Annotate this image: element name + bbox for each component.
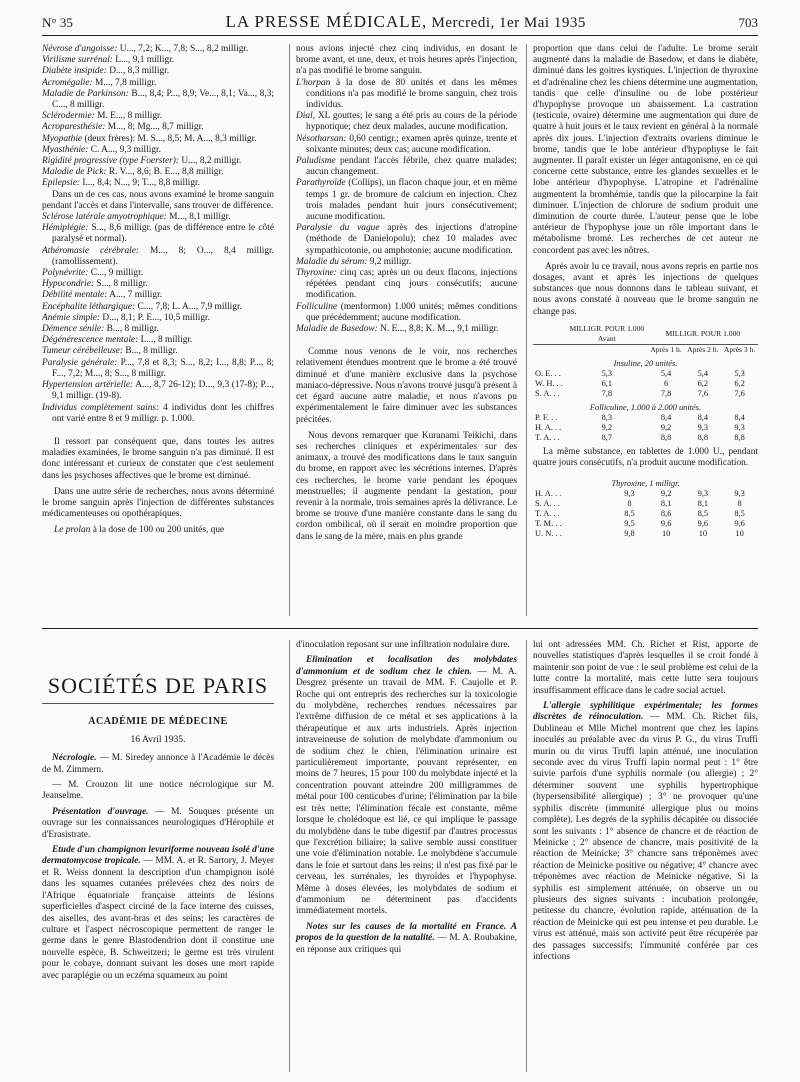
entry-value: (deux frères): M. S..., 8,5; M. A..., 8,3 milligr. <box>82 133 257 144</box>
entry-value: C. A..., 9,3 milligr. <box>88 144 162 155</box>
entry-value: U..., 7,2; K..., 7,8; S..., 8,2 milligr. <box>117 44 249 54</box>
journal-name: LA PRESSE MÉDICALE, <box>225 12 428 31</box>
list-entry <box>42 122 274 133</box>
list-entry <box>42 145 274 156</box>
entry-term: Acromégalie: <box>42 77 93 88</box>
paragraph: proportion que dans celui de l'adulte. Le brome serait augmenté dans la maladie de Basedow, et dans le diabète, diminué dans les goitres kystiques. L'injection de thyroxine et d'adrénaline chez les chiens détermine une augmentation, tandis que celle d'insuline ou de lobe postérieur d'hypophyse provoque un abaissement. La castration (testicule, ovaire) détermine une augmentation qui dure de quatre à huit jours et le taux revient en général à la normale après dix jours. L'injection d'extraits ovariens diminue le brome, tandis que le lobe antérieur d'hypophyse le fait augmenter. Il paraît exister un léger antagonisme, en ce qui concerne cette substance, entre les glandes sexuelles et le lobe antérieur d'hypophyse. L'atropine et l'adrénaline augmentent la bromhémie, tandis que la pilocarpine la fait diminuer. L'injection de chlorure de sodium produit une diminution de courte durée. L'auteur pense que le lobe antérieur de l'hypophyse joue un rôle important dans le métabolisme bromé. Les recherches de cet auteur ne concordent pas avec les nôtres. <box>533 44 758 256</box>
entry-term: Maladie de Basedow: <box>296 324 378 335</box>
entry-value: M..., 7,8 milligr. <box>92 77 157 88</box>
list-entry <box>296 223 517 257</box>
table-subheader: Après 1 h. <box>648 344 685 355</box>
table-cell: 5,3 <box>734 368 745 378</box>
entry-term: Névrose d'angoisse: <box>42 44 118 54</box>
entry-term: Malodie de Pick: <box>42 167 107 178</box>
entry-term: Diabète insipide: <box>42 66 107 77</box>
entry-value: N. E..., 8,8; K. M..., 9,1 milligr. <box>377 324 499 335</box>
table-row <box>533 413 758 423</box>
table-cell: 9,8 <box>624 529 635 539</box>
page-number: 703 <box>738 15 758 30</box>
row-subject: T. A. . . <box>535 432 560 442</box>
report-entry <box>42 780 274 803</box>
entry-term: Hypocondrie: <box>42 279 95 290</box>
entry-term: Myasthénie: <box>42 144 89 155</box>
report-text: — M. Souques présente un ouvrage sur les connaissances neurologiques d'Hérophile et d'Erasistrate. <box>42 806 274 840</box>
table-cell: 9,3 <box>734 489 745 499</box>
report-text: — M. A. Desgrez présente un travail de MM. F. Caujolle et P. Roche qui ont entrepris des recherches sur la toxicologie du molybdène, recherches rendues nécessaires par l'extrême diffusion de ce métal et ses applications à la thérapeutique et aux arts industriels. Après injection intraveineuse de solution de molybdate d'ammonium ou de sodium chez le chien, l'élimination urinaire est particulièrement importante, pouvant représenter, en moins de 7 heures, 15 pour 100 du molybdate injecté et la concentration pouvant atteindre 200 milligrammes de métal pour 100 centicubes d'urine; l'élimination par la bile est très nette; l'élimination fécale est constante, même lorsque le cholédoque est lié, ce qui implique le passage du molybdène dans le tube digestif par d'autres processus que l'excrétion biliaire; la salive semble aussi constituer une voie d'élimination notable. Le molybdène s'accumule dans le foie et surtout dans les reins; il n'est pas fixé par le cerveau, les surrénales, les thyroïdes et l'hypophyse. Même à doses élevées, les molybdates de sodium et d'ammonium ne déterminent pas d'accidents immédiatement mortels. <box>296 666 517 917</box>
list-entry <box>296 257 517 268</box>
entry-value: S..., 8,6 milligr. (pas de différence entre le côté paralysé et normal). <box>52 223 274 245</box>
table-cell: 8,1 <box>697 499 709 509</box>
list-entry <box>42 178 274 189</box>
table-cell: 9,2 <box>601 422 613 432</box>
entry-term: Démence sénile: <box>42 324 105 335</box>
list-entry <box>42 66 274 77</box>
table-row <box>533 489 758 499</box>
note-paragraph: Dans un de ces cas, nous avons examiné le brome sanguin pendant l'accès et dans l'intervalle, sans trouver de différence. <box>42 189 274 211</box>
list-entry <box>42 89 274 111</box>
list-entry <box>42 268 274 279</box>
table-cell: 8,4 <box>697 412 709 422</box>
table-cell: 8,8 <box>734 432 745 442</box>
entry-value: A..., 7 milligr. <box>107 290 163 301</box>
masthead <box>226 12 586 32</box>
list-entry <box>296 78 517 112</box>
row-subject: T. A. . . <box>535 509 560 519</box>
entry-value: L..., 9,1 milligr. <box>112 55 175 66</box>
table-cell: 9,5 <box>624 519 635 529</box>
list-entry <box>42 302 274 313</box>
entry-value: pendant l'accès fébrile, chez quatre malades; aucun changement. <box>306 156 517 178</box>
entry-value: A..., 8,7 26-12); D..., 9,3 (17-8); P..., 9,1 milligr. (19-8). <box>52 380 274 402</box>
paragraph: Dans une autre série de recherches, nous avons déterminé le brome sanguin après l'injection de différentes substances médicamenteuses ou opothérapiques. <box>42 486 274 520</box>
table-group-title: Thyroxine, 1 milligr. <box>611 479 680 489</box>
entry-value: R. V..., 8,6; B. E..., 8,8 milligr. <box>106 167 224 178</box>
table-cell: 7,8 <box>660 388 672 398</box>
table-cell: 9,6 <box>697 519 709 529</box>
list-entry <box>42 279 274 290</box>
entry-term: Folliculine <box>296 301 338 312</box>
table-cell: 9,3 <box>697 422 709 432</box>
row-subject: O. E. . . <box>535 368 561 378</box>
entry-value: XL gouttes; le sang a été pris au cours de la période hypnotique; chez deux malades, aucune modification. <box>306 111 517 133</box>
table-subheader: Après 3 h. <box>721 344 758 355</box>
list-entry <box>296 302 517 324</box>
article-column-3 <box>526 44 758 616</box>
entry-value: M..., 8; Mg..., 8,7 milligr. <box>105 122 204 133</box>
paragraph: d'inoculation reposant sur une infiltration nodulaire dure. <box>296 640 510 650</box>
entry-value: B..., 8 milligr. <box>122 346 178 357</box>
entry-value: B..., 8,4; P..., 8,9; Ve..., 8,1; Va..., 8,3; C..., 8 milligr. <box>52 88 274 111</box>
entry-term: Myopathie <box>42 133 83 144</box>
societes-column-3 <box>526 640 758 1072</box>
entry-value: I..., 8,4; N..., 9; T..., 8,8 milligr. <box>80 178 200 189</box>
entry-term: Individus complètement sains: <box>42 402 160 413</box>
table-subheader: Après 2 h. <box>684 344 721 355</box>
entry-value: S..., 8 milligr. <box>94 279 148 290</box>
paragraph: Après avoir lu ce travail, nous avons repris en partie nos dosages, avant et après les injections de quelques substances que nous donnons dans le tableau suivant, et nous avons constaté à nouveau que le brome sanguin ne change pas. <box>533 261 758 317</box>
entry-term: Débilité mentale: <box>42 290 108 301</box>
report-entry <box>42 845 274 982</box>
table-cell: 9,6 <box>660 519 672 529</box>
table-cell: 8,5 <box>697 509 709 519</box>
row-subject: H. A. . . <box>535 422 562 432</box>
list-entry <box>42 358 274 380</box>
table-cell: 8,8 <box>660 432 672 442</box>
table-cell: 9,2 <box>660 422 672 432</box>
report-entry <box>42 753 274 776</box>
entry-value: cinq cas; après un ou deux flacons, injections répétées pendant cinq jours consécutifs; aucune modification. <box>306 268 517 301</box>
entry-value: L..., 8 milligr. <box>138 335 193 346</box>
paragraph: Comme nous venons de le voir, nos recherches relativement étendues montrent que le brome a été trouvé diminué et d'une manière exclusive dans la psychose maniaco-dépressive. Nous n'avons trouvé jusqu'à présent à cet égard aucune autre maladie, et nous n'avons pu expérimentalement le faire diminuer avec les substances précitées. <box>296 347 517 425</box>
row-subject: U. N. . . <box>535 529 562 539</box>
table-cell: 7,6 <box>697 388 709 398</box>
table-cell: 9,3 <box>624 489 635 499</box>
paragraph: Nous devons remarquer que Kuranami Teikichi, dans ses recherches cliniques et expérimentales sur des animaux, a trouvé des modifications dans le taux sanguin du brome, en rapport avec les sécrétions internes. D'après ces recherches, le brome varie pendant les époques menstruelles; il augmente pendant la gestation, pour revenir à la normale, trois semaines après la délivrance. Le brome se trouve d'une manière constante dans le sang du cordon ombilical, où il serait en moindre proportion que dans le sang de la mère, mais en plus grande <box>296 430 517 542</box>
table-header-before: MILLIGR. POUR 1.000 Avant <box>569 323 645 343</box>
table-row <box>533 499 758 509</box>
entry-term: Paralysie générale: <box>42 357 118 368</box>
entry-term: Parathyroïde <box>296 178 346 189</box>
paragraph: Il ressort par conséquent que, dans toutes les autres maladies examinées, le brome sanguin n'a pas diminué. Il est donc intéressant et curieux de constater que c'est seulement dans les psychoses affectives que le brome est diminué. <box>42 436 274 481</box>
table-cell: 8,5 <box>734 509 745 519</box>
disease-list-continued <box>42 212 274 425</box>
list-entry <box>42 212 274 223</box>
entry-value: (menformon) 1.000 unités; mêmes conditions que précédemment; aucune modification. <box>306 301 517 323</box>
table-cell: 10 <box>661 529 671 539</box>
table-row <box>533 433 758 443</box>
entry-term: Paludisme <box>296 156 336 167</box>
list-entry <box>42 290 274 301</box>
row-subject: S. A. . . <box>535 388 560 398</box>
table-cell: 5,4 <box>660 368 672 378</box>
article-column-1 <box>42 44 274 616</box>
entry-value: 9,2 milligr. <box>367 256 412 267</box>
table-cell: 8,7 <box>601 432 613 442</box>
report-heading: Notes sur les causes de la mortalité en France. A propos de la question de la natalité. <box>296 921 517 944</box>
section-divider <box>42 628 758 629</box>
table-cell: 8 <box>627 499 632 509</box>
entry-term: Maladie de Parkinson: <box>42 88 129 99</box>
table-cell: 5,3 <box>601 368 613 378</box>
list-entry <box>42 324 274 335</box>
list-entry <box>42 335 274 346</box>
table-row <box>533 509 758 519</box>
entry-value: M..., 8,1 milligr. <box>166 212 231 223</box>
entry-term: Nésotharsan: <box>296 133 347 144</box>
page-header <box>42 12 758 36</box>
thyroxine-table <box>533 475 758 539</box>
entry-term: Sclérose latérale amyotrophique: <box>42 212 167 223</box>
table-cell: 9,2 <box>660 489 672 499</box>
academy-heading: ACADÉMIE DE MÉDECINE <box>42 703 274 727</box>
report-text: — MM. Ch. Richet fils, Dublineau et Mlle Michel montrent que chez les lapins inoculés au préalable avec du virus P. G., du virus Truffi murin ou du virus Truffi lapin atténué, une inoculation seconde avec du virus Truffi lapin normal peut : 1° être suivie parfois d'une syphilis normale (ou allergie) ; 2° déterminer souvent une syphilis hypertrophique (hypersensibilité allergique) ; 3° ne provoquer qu'une syphilis discrète (immunité allergique plus ou moins complète). Les degrés de la syphilis décapitée ou dissociée sont les suivants : 1° absence de chancre et de réaction de Meinicke ; 2° absence de chancre, mais positivité de la réaction de Meinicke; 3° chancre sans tréponèmes avec réaction de Meinicke positive ou négative; 4° chancre avec tréponèmes avec réaction de Meinicke négative. Si la syphilis est simplement atténuée, on observe un ou plusieurs des signes suivants : incubation prolongée, petitesse du chancre, évolution rapide, atténuation de la réaction de Meinicke qui est peu intense et peu durable. Le virus est atténué, mais son activité peut être récupérée par des passages successifs; l'immunité conférée par ces infections <box>533 712 758 962</box>
row-subject: T. M. . . <box>535 519 562 529</box>
list-entry <box>42 167 274 178</box>
table-row <box>533 369 758 379</box>
report-heading: Présentation d'ouvrage. <box>52 806 149 817</box>
list-entry <box>42 380 274 402</box>
entry-term: Dial, <box>296 111 316 122</box>
entry-value: M. E..., 8 milligr. <box>94 111 162 122</box>
list-entry <box>296 324 517 335</box>
table-cell: 8,4 <box>660 412 672 422</box>
table-cell: 8,6 <box>660 509 672 519</box>
entry-term: Encéphalite léthargique: <box>42 301 136 312</box>
report-heading: Nécrologie. <box>52 753 97 764</box>
article-column-2 <box>289 44 517 616</box>
report-entry <box>296 655 517 917</box>
entry-term: Athéromasie cérébrale: <box>42 245 140 256</box>
list-entry <box>296 178 517 223</box>
substance-list <box>296 78 517 336</box>
row-subject: W. H. . . <box>535 378 563 388</box>
row-subject: P. F. . . <box>535 412 558 422</box>
table-cell: 8,3 <box>601 412 613 422</box>
table-cell: 6,1 <box>601 378 613 388</box>
entry-value: D..., 8,3 milligr. <box>106 66 170 77</box>
list-entry <box>296 134 517 156</box>
report-list <box>296 655 517 956</box>
table-cell: 8,4 <box>734 412 745 422</box>
list-entry <box>296 156 517 178</box>
entry-value: U..., 8,2 milligr. <box>179 156 242 167</box>
report-entry <box>296 922 517 956</box>
entry-value: C..., 9 milligr. <box>88 268 144 279</box>
table-cell: 7,6 <box>734 388 745 398</box>
entry-value: B..., 8 milligr. <box>104 324 159 335</box>
session-date: 16 Avril 1935. <box>130 733 186 745</box>
entry-value: 4 individus dont les chiffres ont varié entre 8 et 9 milligr. p. 1.000. <box>52 402 274 424</box>
entry-term: L'horpan <box>296 77 331 88</box>
list-entry <box>42 44 274 55</box>
table-cell: 9,3 <box>697 489 709 499</box>
report-text: — M. Crouzon lit une notice nécrologique sur M. Jeanselme. <box>42 780 274 802</box>
row-subject: H. A. . . <box>535 489 562 499</box>
table-cell: 9,3 <box>734 422 745 432</box>
entry-value: 0,60 centigr.; examen après quinze, trente et soixante minutes; deux cas; aucune modification. <box>306 133 517 155</box>
entry-term: Epilepsie: <box>42 178 81 189</box>
table-cell: 10 <box>735 529 744 539</box>
table-cell: 9,6 <box>734 519 745 529</box>
table-row <box>533 423 758 433</box>
table-row <box>533 389 758 399</box>
disease-list <box>42 44 274 190</box>
entry-term: Acroparesthésie: <box>42 122 106 133</box>
societes-column-1 <box>42 652 274 1072</box>
report-text: — M. Siredey annonce à l'Académie le décès de M. Zimmern. <box>42 753 274 775</box>
issue-date: Mercredi, 1er Mai 1935 <box>431 15 586 31</box>
entry-term: Dégénérescence mentale: <box>42 335 139 346</box>
table-cell: 6 <box>663 378 669 388</box>
entry-value: (Collips), un flacon chaque jour, et en même temps 1 gr. de bromure de calcium en injection. Chez trois malades pendant huit jours consécutivement; aucune modification. <box>306 178 517 223</box>
entry-value: C..., 7,8; L. A..., 7,9 milligr. <box>135 301 242 312</box>
table-cell: 8,5 <box>624 509 635 519</box>
report-entry <box>533 701 758 963</box>
table-group-title: Insuline, 20 unités. <box>613 358 678 368</box>
table-cell: 6,2 <box>734 378 745 388</box>
entry-term: Virilisme surrénal: <box>42 55 113 66</box>
entry-term: Tumeur cérébelleuse: <box>42 346 123 357</box>
report-heading: Elimination et localisation des molybdates d'ammonium et de sodium chez le chien. <box>296 655 517 677</box>
table-cell: 5,4 <box>697 368 709 378</box>
entry-term: Hypertension artérielle: <box>42 380 134 391</box>
table-row <box>533 519 758 529</box>
list-entry <box>42 403 274 425</box>
list-entry <box>42 55 274 66</box>
list-entry <box>42 111 274 122</box>
list-entry <box>42 156 274 167</box>
list-entry <box>42 313 274 324</box>
list-entry <box>42 246 274 268</box>
societes-column-2 <box>289 640 517 1072</box>
bromine-table <box>533 324 758 443</box>
table-cell: 7,8 <box>601 388 613 398</box>
table-cell: 8 <box>737 499 742 509</box>
entry-term: Anémie simple: <box>42 312 101 323</box>
entry-term: Rigidité progressive (type Foerster): <box>42 156 180 167</box>
section-title: SOCIÉTÉS DE PARIS <box>47 673 269 698</box>
entry-term: Maladie du sérum: <box>296 256 368 267</box>
report-heading: L'allergie syphilitique expérimentale; les formes discrètes de réinoculation. <box>533 701 758 723</box>
paragraph: lui ont adressées MM. Ch. Richet et Rist, apporte de nouvelles statistiques d'après lesquelles il se croit fondé à maintenir son point de vue : le seul problème est celui de la lutte contre la mortalité, mais cette lutte sera toujours insuffisamment efficace dans le cadre social actuel. <box>533 640 758 696</box>
report-text: — MM. A. et R. Sartory, J. Meyer et R. Weiss donnent la description d'un champignon isolé dans les squames cutanées prélevées chez des noirs de l'Afrique équatoriale française atteints de lésions superficielles d'aspect circiné de la face interne des cuisses, des aiselles, des avant-bras et des seins; les caractères de culture et l'aspect nécroscopique permettent de ranger le germe dans le genre Blastodendrion dont il constitue une nouvelle espèce, B. Schweitzeri; le germe est très virulent pour le cobaye, donnant suivant les doses une mort rapide avec paraplégie ou un eczéma squameux au point <box>42 856 274 981</box>
entry-value: à la dose de 80 unités et dans les mêmes conditions n'a pas modifié le brome sanguin, chez trois individus. <box>306 77 517 111</box>
table-cell: 6,2 <box>697 378 709 388</box>
table-note: La même substance, en tablettes de 1.000 U., pendant quatre jours consécutifs, n'a produit aucune modification. <box>533 446 758 469</box>
report-list <box>42 753 274 982</box>
table-row <box>533 379 758 389</box>
entry-value: P..., 7,8 et 8,3; S..., 8,2; I..., 8,8; P..., 8; F..., 7,2; M..., 8; S..., 8 milligr. <box>52 357 274 379</box>
issue-number: N° 35 <box>42 15 73 30</box>
report-list <box>533 701 758 963</box>
table-cell: 8,1 <box>660 499 672 509</box>
row-subject: S. A. . . <box>535 499 560 509</box>
list-entry <box>42 346 274 357</box>
table-group-title: Folliculine, 1.000 à 2.000 unités. <box>589 402 702 412</box>
list-entry <box>296 111 517 133</box>
entry-term: Hémiplégie: <box>42 223 89 234</box>
table-header-after: MILLIGR. POUR 1.000 <box>665 328 741 338</box>
entry-term: Sclérodermie: <box>42 111 95 122</box>
entry-value: D..., 8,1; P. E..., 10,5 milligr. <box>100 312 210 323</box>
paragraph: nous avions injecté chez cinq individus, en dosant le brome avant, et une, deux, et trois heures après l'injection, n'a pas modifié le brome sanguin. <box>296 44 517 77</box>
paragraph: Le prolan à la dose de 100 ou 200 unités, que <box>54 525 225 536</box>
list-entry <box>42 223 274 245</box>
entry-value: M..., 8; O..., 8,4 milligr. (ramollissement). <box>52 245 274 267</box>
report-text: — M. A. Roubakine, en réponse aux critiques qui <box>296 933 517 955</box>
list-entry <box>296 268 517 302</box>
table-row <box>533 529 758 539</box>
table-cell: 10 <box>698 529 708 539</box>
entry-value: après des injections d'atropine (méthode de Danielopolu); chez 10 malades avec sympathicotonie, ou amphotonie; aucune modification. <box>306 223 517 256</box>
table-cell: 8,8 <box>697 432 709 442</box>
list-entry <box>42 78 274 89</box>
report-heading: Etude d'un champignon levuriforme nouveau isolé d'une dermatomycose tropicale. <box>42 845 274 867</box>
entry-term: Thyroxine: <box>296 268 337 279</box>
list-entry <box>42 134 274 145</box>
report-entry <box>42 807 274 841</box>
entry-term: Polynévrite: <box>42 268 89 279</box>
entry-term: Paralysie du vague <box>296 223 380 234</box>
